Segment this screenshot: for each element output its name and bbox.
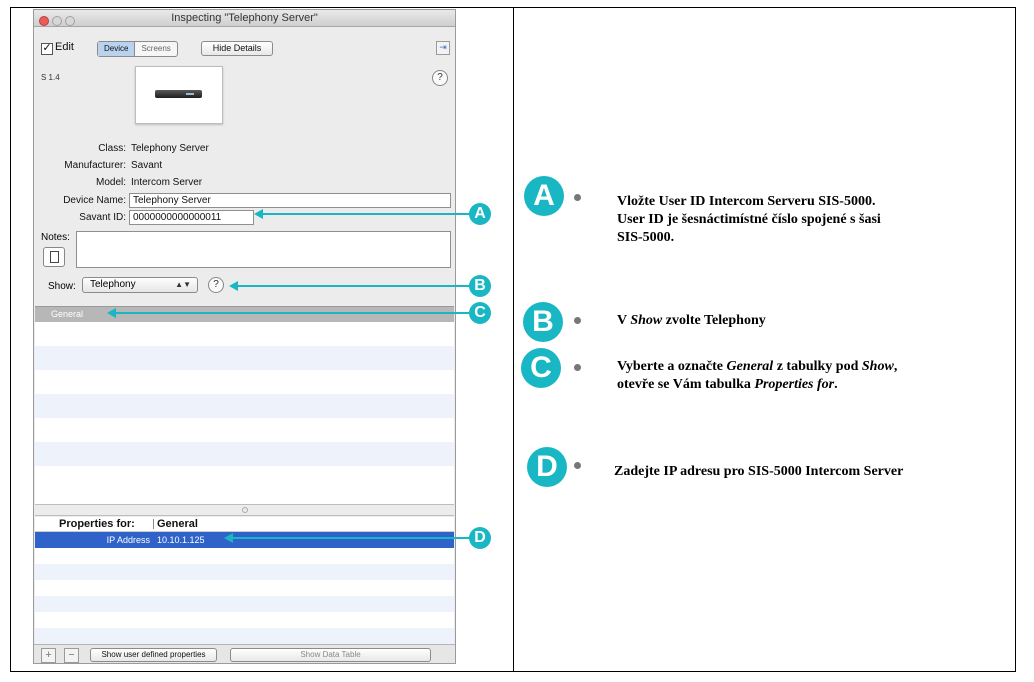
device-name-field[interactable]: Telephony Server	[129, 193, 451, 208]
bullet	[574, 194, 581, 201]
version-label: S 1.4	[41, 73, 60, 82]
instruction-a	[617, 193, 881, 247]
device-name-label: Device Name:	[63, 195, 126, 206]
property-key: IP Address	[106, 535, 150, 545]
table-row	[35, 394, 454, 418]
device-image	[135, 66, 223, 124]
instruction-a-badge: A	[524, 176, 564, 216]
callout-b-badge: B	[469, 275, 491, 297]
split-view-handle[interactable]	[35, 504, 454, 516]
callout-c-line	[115, 312, 470, 314]
manufacturer-label: Manufacturer:	[64, 160, 126, 171]
instruction-a-line1: Vložte User ID Intercom Serveru SIS-5000.	[617, 194, 876, 209]
property-value[interactable]: 10.10.1.125	[157, 535, 205, 545]
text: Vyberte a označte	[617, 359, 727, 374]
text: zvolte Telephony	[662, 313, 766, 328]
instruction-a-line3: SIS-5000.	[617, 230, 675, 245]
show-select-value: Telephony	[90, 279, 136, 290]
model-label: Model:	[95, 177, 126, 188]
checkmark-icon: ✓	[42, 42, 52, 54]
notes-label: Notes:	[41, 232, 70, 243]
hide-details-button[interactable]: Hide Details	[201, 41, 273, 56]
callout-d-line	[232, 537, 470, 539]
instruction-c-line2	[617, 376, 897, 394]
instruction-c-line1	[617, 358, 897, 376]
title-bar[interactable]	[34, 10, 455, 27]
updown-arrow-icon: ▲▼	[175, 280, 191, 289]
table-row	[35, 580, 454, 596]
callout-a-line	[262, 213, 470, 215]
detach-icon[interactable]: ⇥	[436, 41, 450, 55]
text-italic: Show	[861, 359, 894, 374]
telephony-server-device-icon	[155, 90, 202, 98]
bullet	[574, 462, 581, 469]
savant-id-field[interactable]: 0000000000000011	[129, 210, 254, 225]
remove-button[interactable]: −	[64, 648, 79, 663]
show-label: Show:	[48, 281, 76, 292]
callout-d-badge: D	[469, 527, 491, 549]
inspector-window	[33, 9, 456, 664]
text: ,	[893, 359, 898, 374]
text: .	[834, 377, 838, 392]
notes-file-button[interactable]	[43, 247, 65, 267]
instruction-d-badge: D	[527, 447, 567, 487]
table-row	[35, 628, 454, 644]
text: z tabulky pod	[773, 359, 862, 374]
view-segmented-control	[97, 41, 178, 57]
header-divider	[153, 519, 154, 529]
table-row	[35, 418, 454, 442]
callout-c-badge: C	[469, 302, 491, 324]
instruction-c	[617, 358, 897, 394]
seg-screens[interactable]: Screens	[141, 44, 171, 53]
table-row	[35, 548, 454, 564]
document-icon	[50, 251, 59, 263]
show-select[interactable]	[82, 277, 198, 293]
table-row	[35, 466, 454, 490]
instruction-c-badge: C	[521, 348, 561, 388]
property-row-ip-address[interactable]	[35, 532, 454, 548]
class-value: Telephony Server	[131, 143, 209, 154]
properties-for-value: General	[157, 518, 198, 530]
model-value: Intercom Server	[131, 177, 203, 188]
show-table	[35, 306, 454, 507]
text-italic: Show	[630, 313, 663, 328]
show-data-table-button[interactable]: Show Data Table	[230, 648, 431, 662]
properties-header	[35, 517, 454, 532]
table-row	[35, 596, 454, 612]
device-panel	[34, 65, 455, 307]
show-user-properties-button[interactable]: Show user defined properties	[90, 648, 217, 662]
table-row	[35, 564, 454, 580]
instruction-d: Zadejte IP adresu pro SIS-5000 Intercom Server	[614, 464, 904, 479]
show-help-icon[interactable]: ?	[208, 277, 224, 293]
instruction-b	[617, 312, 766, 330]
callout-b-line	[237, 285, 470, 287]
bullet	[574, 317, 581, 324]
splitter-grip-icon	[242, 507, 248, 513]
table-row	[35, 322, 454, 346]
text: V	[617, 313, 631, 328]
callout-a-badge: A	[469, 203, 491, 225]
table-row	[35, 442, 454, 466]
class-label: Class:	[98, 143, 126, 154]
manufacturer-value: Savant	[131, 160, 163, 171]
text: otevře se Vám tabulka	[617, 377, 755, 392]
help-icon[interactable]: ?	[432, 70, 448, 86]
edit-label: Edit	[55, 41, 74, 53]
savant-id-label: Savant ID:	[79, 212, 126, 223]
properties-for-label: Properties for:	[59, 518, 135, 530]
table-row	[35, 346, 454, 370]
table-row	[35, 370, 454, 394]
instruction-a-line2: User ID je šesnáctimístné číslo spojené s šasi	[617, 212, 881, 227]
bullet	[574, 364, 581, 371]
table-row-general[interactable]: General	[35, 307, 454, 322]
table-row	[35, 612, 454, 628]
column-divider	[513, 7, 514, 672]
window-title: Inspecting "Telephony Server"	[171, 12, 318, 24]
edit-checkbox[interactable]	[41, 41, 74, 54]
text-italic: General	[726, 359, 774, 374]
text-italic: Properties for	[754, 377, 835, 392]
seg-device[interactable]: Device	[98, 42, 135, 56]
add-button[interactable]: +	[41, 648, 56, 663]
bottom-bar	[34, 644, 455, 664]
notes-textarea[interactable]	[76, 231, 451, 268]
instruction-b-badge: B	[523, 302, 563, 342]
